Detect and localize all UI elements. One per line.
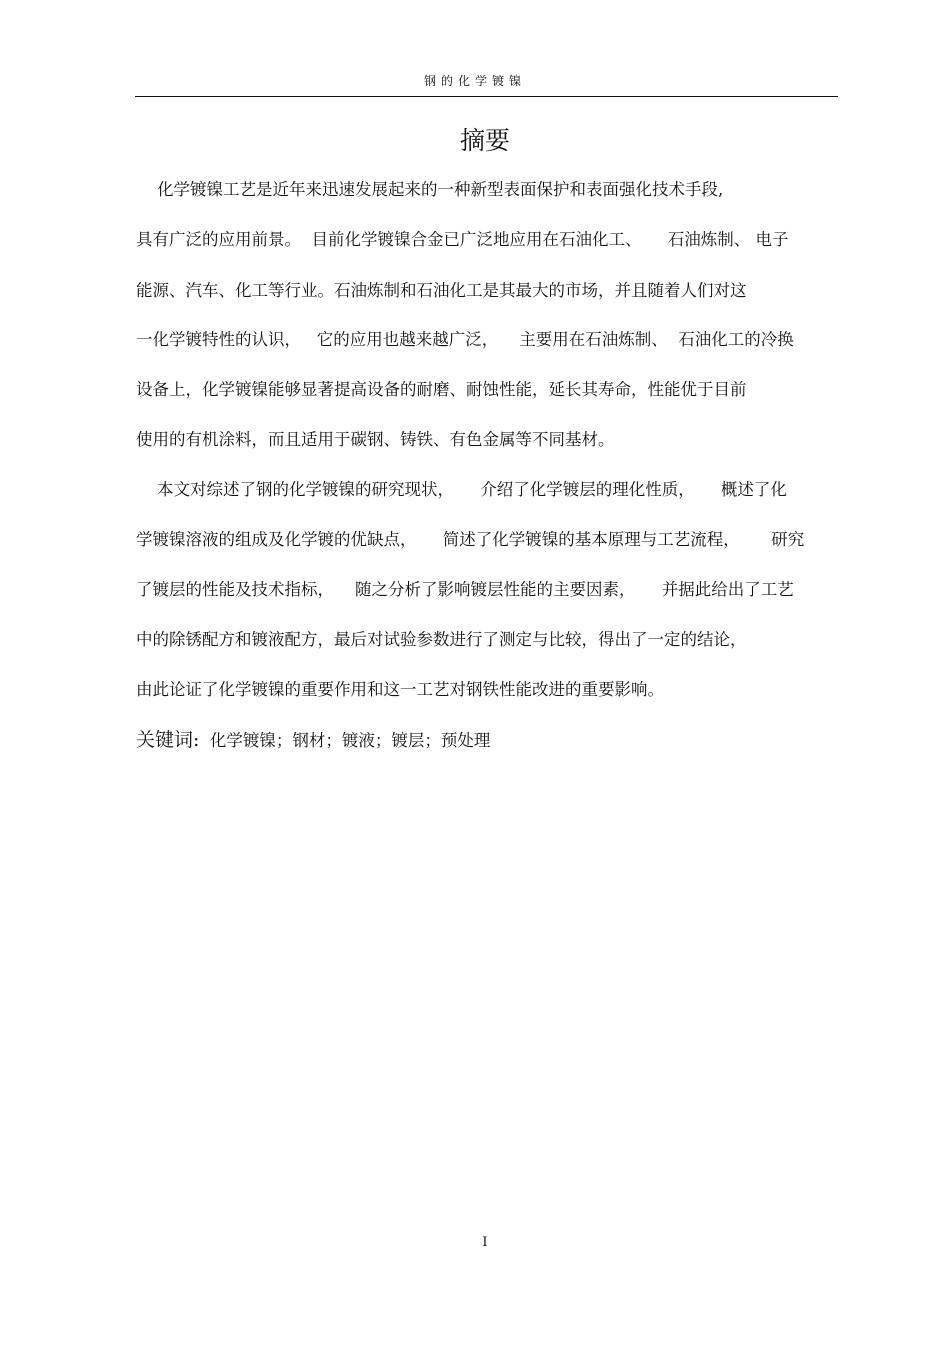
keywords-list: 化学镀镍；钢材；镀液；镀层；预处理 (199, 731, 491, 750)
paragraph-line: 本文对综述了钢的化学镀镍的研究现状， 介绍了化学镀层的理化性质， 概述了化 (136, 480, 787, 499)
paragraph-line: 化学镀镍工艺是近年来迅速发展起来的一种新型表面保护和表面强化技术手段, (136, 180, 724, 199)
page-number: I (482, 1235, 488, 1250)
keywords-line (136, 728, 490, 753)
paragraph-line: 具有广泛的应用前景。 目前化学镀镍合金已广泛地应用在石油化工、 石油炼制、 电子 (136, 230, 789, 249)
paragraph-line: 使用的有机涂料，而且适用于碳钢、铸铁、有色金属等不同基材。 (136, 430, 615, 449)
paragraph-line: 学镀镍溶液的组成及化学镀的优缺点， 简述了化学镀镍的基本原理与工艺流程， 研究 (136, 530, 805, 549)
paragraph-line: 了镀层的性能及技术指标， 随之分析了影响镀层性能的主要因素， 并据此给出了工艺 (136, 580, 794, 599)
abstract-title: 摘要 (459, 126, 510, 155)
running-header: 钢的化学镀镍 (423, 74, 526, 88)
paragraph-line: 能源、汽车、化工等行业。石油炼制和石油化工是其最大的市场，并且随着人们对这 (136, 281, 747, 300)
paragraph-line: 中的除锈配方和镀液配方，最后对试验参数进行了测定与比较，得出了一定的结论， (136, 630, 747, 649)
paragraph-line: 设备上，化学镀镍能够显著提高设备的耐磨、耐蚀性能，延长其寿命，性能优于目前 (136, 380, 747, 399)
header-rule (135, 96, 838, 97)
paragraph-line: 一化学镀特性的认识， 它的应用也越来越广泛， 主要用在石油炼制、 石油化工的冷换 (136, 330, 794, 349)
keywords-label: 关键词: (136, 729, 200, 751)
paragraph-line: 由此论证了化学镀镍的重要作用和这一工艺对钢铁性能改进的重要影响。 (136, 680, 664, 699)
